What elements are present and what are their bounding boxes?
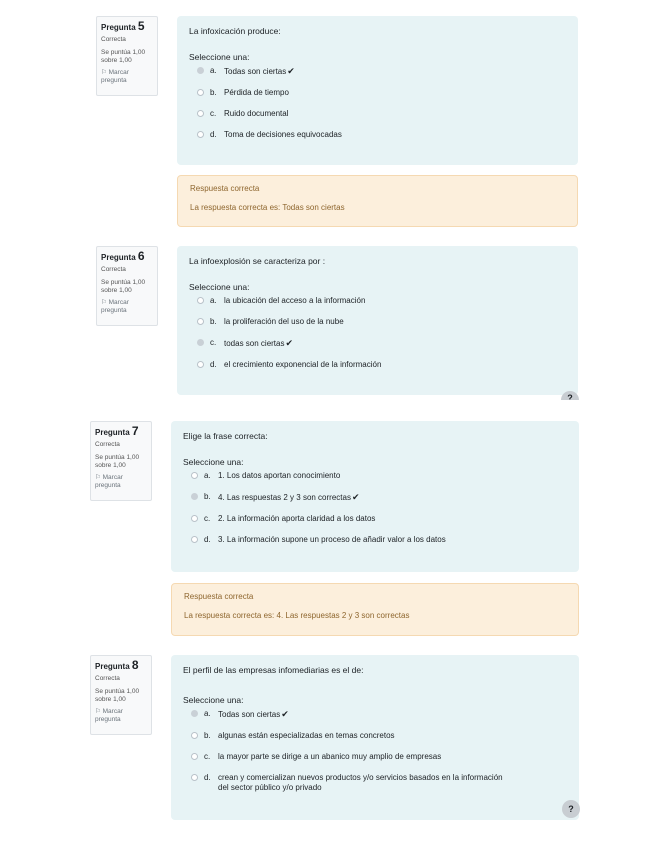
question-number: Pregunta 8 (95, 658, 139, 672)
feedback-text: La respuesta correcta es: 4. Las respuestas 2 y 3 son correctas (184, 611, 410, 620)
radio-button[interactable] (197, 339, 204, 346)
radio-button[interactable] (191, 493, 198, 500)
question-number: Pregunta 6 (101, 249, 145, 263)
feedback-box (177, 175, 578, 227)
answer-option-a[interactable]: a. la ubicación del acceso a la información (189, 296, 566, 306)
answer-prompt: Seleccione una: (183, 695, 244, 705)
radio-button[interactable] (191, 753, 198, 760)
question-text: La infoexplosión se caracteriza por : (189, 256, 326, 266)
question-state: Correcta (101, 36, 126, 43)
question-info (90, 655, 152, 735)
question-grade: Se puntúa 1,00 sobre 1,00 (95, 688, 140, 703)
flag-question-link[interactable]: ⚐ Marcar pregunta (101, 299, 129, 314)
flag-icon: ⚐ (95, 708, 101, 715)
answer-option-b[interactable]: b. 4. Las respuestas 2 y 3 son correctas✔ (183, 492, 567, 503)
radio-button[interactable] (197, 361, 204, 368)
radio-button[interactable] (197, 89, 204, 96)
question-state: Correcta (101, 266, 126, 273)
answer-option-d[interactable]: d. 3. La información supone un proceso de añadir valor a los datos (183, 535, 567, 545)
question-state: Correcta (95, 441, 120, 448)
answer-option-a[interactable]: a. Todas son ciertas✔ (189, 66, 566, 77)
question-formulation (177, 16, 578, 165)
flag-question-link[interactable]: ⚐ Marcar pregunta (95, 474, 123, 489)
answer-prompt: Seleccione una: (183, 457, 244, 467)
radio-button[interactable] (191, 515, 198, 522)
answer-option-d[interactable]: d. Toma de decisiones equivocadas (189, 130, 566, 140)
feedback-title: Respuesta correcta (190, 184, 260, 193)
radio-button[interactable] (197, 297, 204, 304)
feedback-title: Respuesta correcta (184, 592, 254, 601)
checkmark-icon: ✔ (281, 709, 289, 719)
checkmark-icon: ✔ (285, 338, 294, 348)
answer-list (183, 709, 567, 793)
answer-prompt: Seleccione una: (189, 52, 250, 62)
checkmark-icon: ✔ (351, 492, 360, 502)
question-info (90, 421, 152, 501)
radio-button[interactable] (191, 710, 198, 717)
radio-button[interactable] (197, 110, 204, 117)
answer-option-d[interactable]: d. crean y comercializan nuevos productos y/o servicios basados en la información del sector público y/o privado (183, 773, 567, 793)
feedback-text: La respuesta correcta es: Todas son ciertas (190, 203, 345, 212)
flag-icon: ⚐ (101, 299, 107, 306)
flag-icon: ⚐ (101, 69, 107, 76)
answer-list (189, 296, 566, 370)
answer-option-d[interactable]: d. el crecimiento exponencial de la información (189, 360, 566, 370)
answer-option-c[interactable]: c. la mayor parte se dirige a un abanico muy amplio de empresas (183, 752, 567, 762)
question-grade: Se puntúa 1,00 sobre 1,00 (101, 279, 146, 294)
question-number: Pregunta 7 (95, 424, 139, 438)
question-formulation (171, 655, 579, 820)
answer-option-c[interactable]: c. todas son ciertas✔ (189, 338, 566, 349)
answer-list (189, 66, 566, 140)
flag-question-link[interactable]: ⚐ Marcar pregunta (95, 708, 123, 723)
question-info (96, 246, 158, 326)
radio-button[interactable] (197, 131, 204, 138)
radio-button[interactable] (191, 472, 198, 479)
answer-prompt: Seleccione una: (189, 282, 250, 292)
radio-button[interactable] (197, 318, 204, 325)
question-info (96, 16, 158, 96)
answer-option-a[interactable]: a. Todas son ciertas✔ (183, 709, 567, 720)
answer-option-a[interactable]: a. 1. Los datos aportan conocimiento (183, 471, 567, 481)
flag-question-link[interactable]: ⚐ Marcar pregunta (101, 69, 129, 84)
question-state: Correcta (95, 675, 120, 682)
radio-button[interactable] (197, 67, 204, 74)
answer-option-c[interactable]: c. 2. La información aporta claridad a los datos (183, 514, 567, 524)
answer-option-b[interactable]: b. algunas están especializadas en temas concretos (183, 731, 567, 741)
question-grade: Se puntúa 1,00 sobre 1,00 (101, 49, 146, 64)
help-button[interactable]: ? (561, 391, 579, 400)
question-text: Elige la frase correcta: (183, 431, 268, 441)
answer-option-c[interactable]: c. Ruido documental (189, 109, 566, 119)
question-formulation (171, 421, 579, 572)
question-text: La infoxicación produce: (189, 26, 281, 36)
answer-list (183, 471, 567, 545)
question-formulation (177, 246, 578, 395)
question-grade: Se puntúa 1,00 sobre 1,00 (95, 454, 140, 469)
flag-icon: ⚐ (95, 474, 101, 481)
answer-option-b[interactable]: b. la proliferación del uso de la nube (189, 317, 566, 327)
help-button[interactable]: ? (562, 800, 580, 818)
checkmark-icon: ✔ (287, 66, 295, 76)
question-text: El perfil de las empresas infomediarias es el de: (183, 665, 364, 675)
feedback-box (171, 583, 579, 636)
question-number: Pregunta 5 (101, 19, 145, 33)
radio-button[interactable] (191, 536, 198, 543)
radio-button[interactable] (191, 732, 198, 739)
answer-option-b[interactable]: b. Pérdida de tiempo (189, 88, 566, 98)
radio-button[interactable] (191, 774, 198, 781)
